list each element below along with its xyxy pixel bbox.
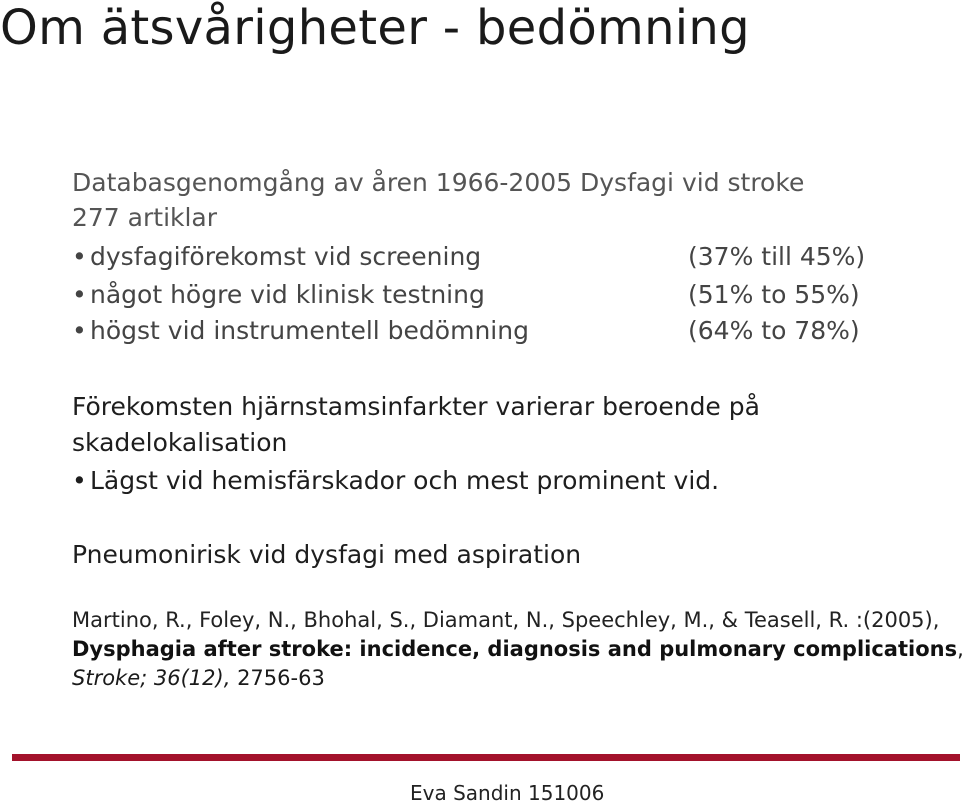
reference-title-suffix: ,	[957, 637, 964, 661]
brainstem-line-1: Förekomsten hjärnstamsinfarkter varierar beroende på	[72, 392, 760, 421]
stat-label: något högre vid klinisk testning	[90, 280, 485, 309]
reference-title-line	[72, 637, 964, 661]
intro-line-2: 277 artiklar	[72, 203, 218, 232]
stat-label: högst vid instrumentell bedömning	[90, 316, 529, 345]
bullet-icon: •	[72, 466, 87, 495]
list-item	[72, 466, 719, 495]
bullet-icon: •	[72, 242, 87, 271]
slide-title: Om ätsvårigheter - bedömning	[0, 0, 750, 56]
stat-range: (51% to 55%)	[688, 280, 860, 309]
brainstem-bullet: Lägst vid hemisfärskador och mest prominent vid.	[90, 466, 720, 495]
bullet-icon: •	[72, 316, 87, 345]
list-item	[72, 280, 485, 309]
reference-title: Dysphagia after stroke: incidence, diagnosis and pulmonary complications	[72, 637, 958, 661]
reference-source	[72, 666, 325, 690]
reference-authors: Martino, R., Foley, N., Bhohal, S., Diamant, N., Speechley, M., & Teasell, R. :(2005),	[72, 608, 940, 632]
brainstem-line-2: skadelokalisation	[72, 428, 288, 457]
stat-label: dysfagiförekomst vid screening	[90, 242, 482, 271]
footer-author: Eva Sandin 151006	[410, 781, 605, 805]
stat-range: (37% till 45%)	[688, 242, 866, 271]
bullet-icon: •	[72, 280, 87, 309]
list-item	[72, 316, 529, 345]
reference-pages: 2756-63	[230, 666, 325, 690]
footer-divider	[12, 754, 960, 761]
list-item	[72, 242, 481, 271]
pneumonia-line: Pneumonirisk vid dysfagi med aspiration	[72, 540, 582, 569]
stat-range: (64% to 78%)	[688, 316, 860, 345]
reference-journal: Stroke; 36(12),	[72, 666, 231, 690]
intro-line-1: Databasgenomgång av åren 1966-2005 Dysfagi vid stroke	[72, 168, 805, 197]
